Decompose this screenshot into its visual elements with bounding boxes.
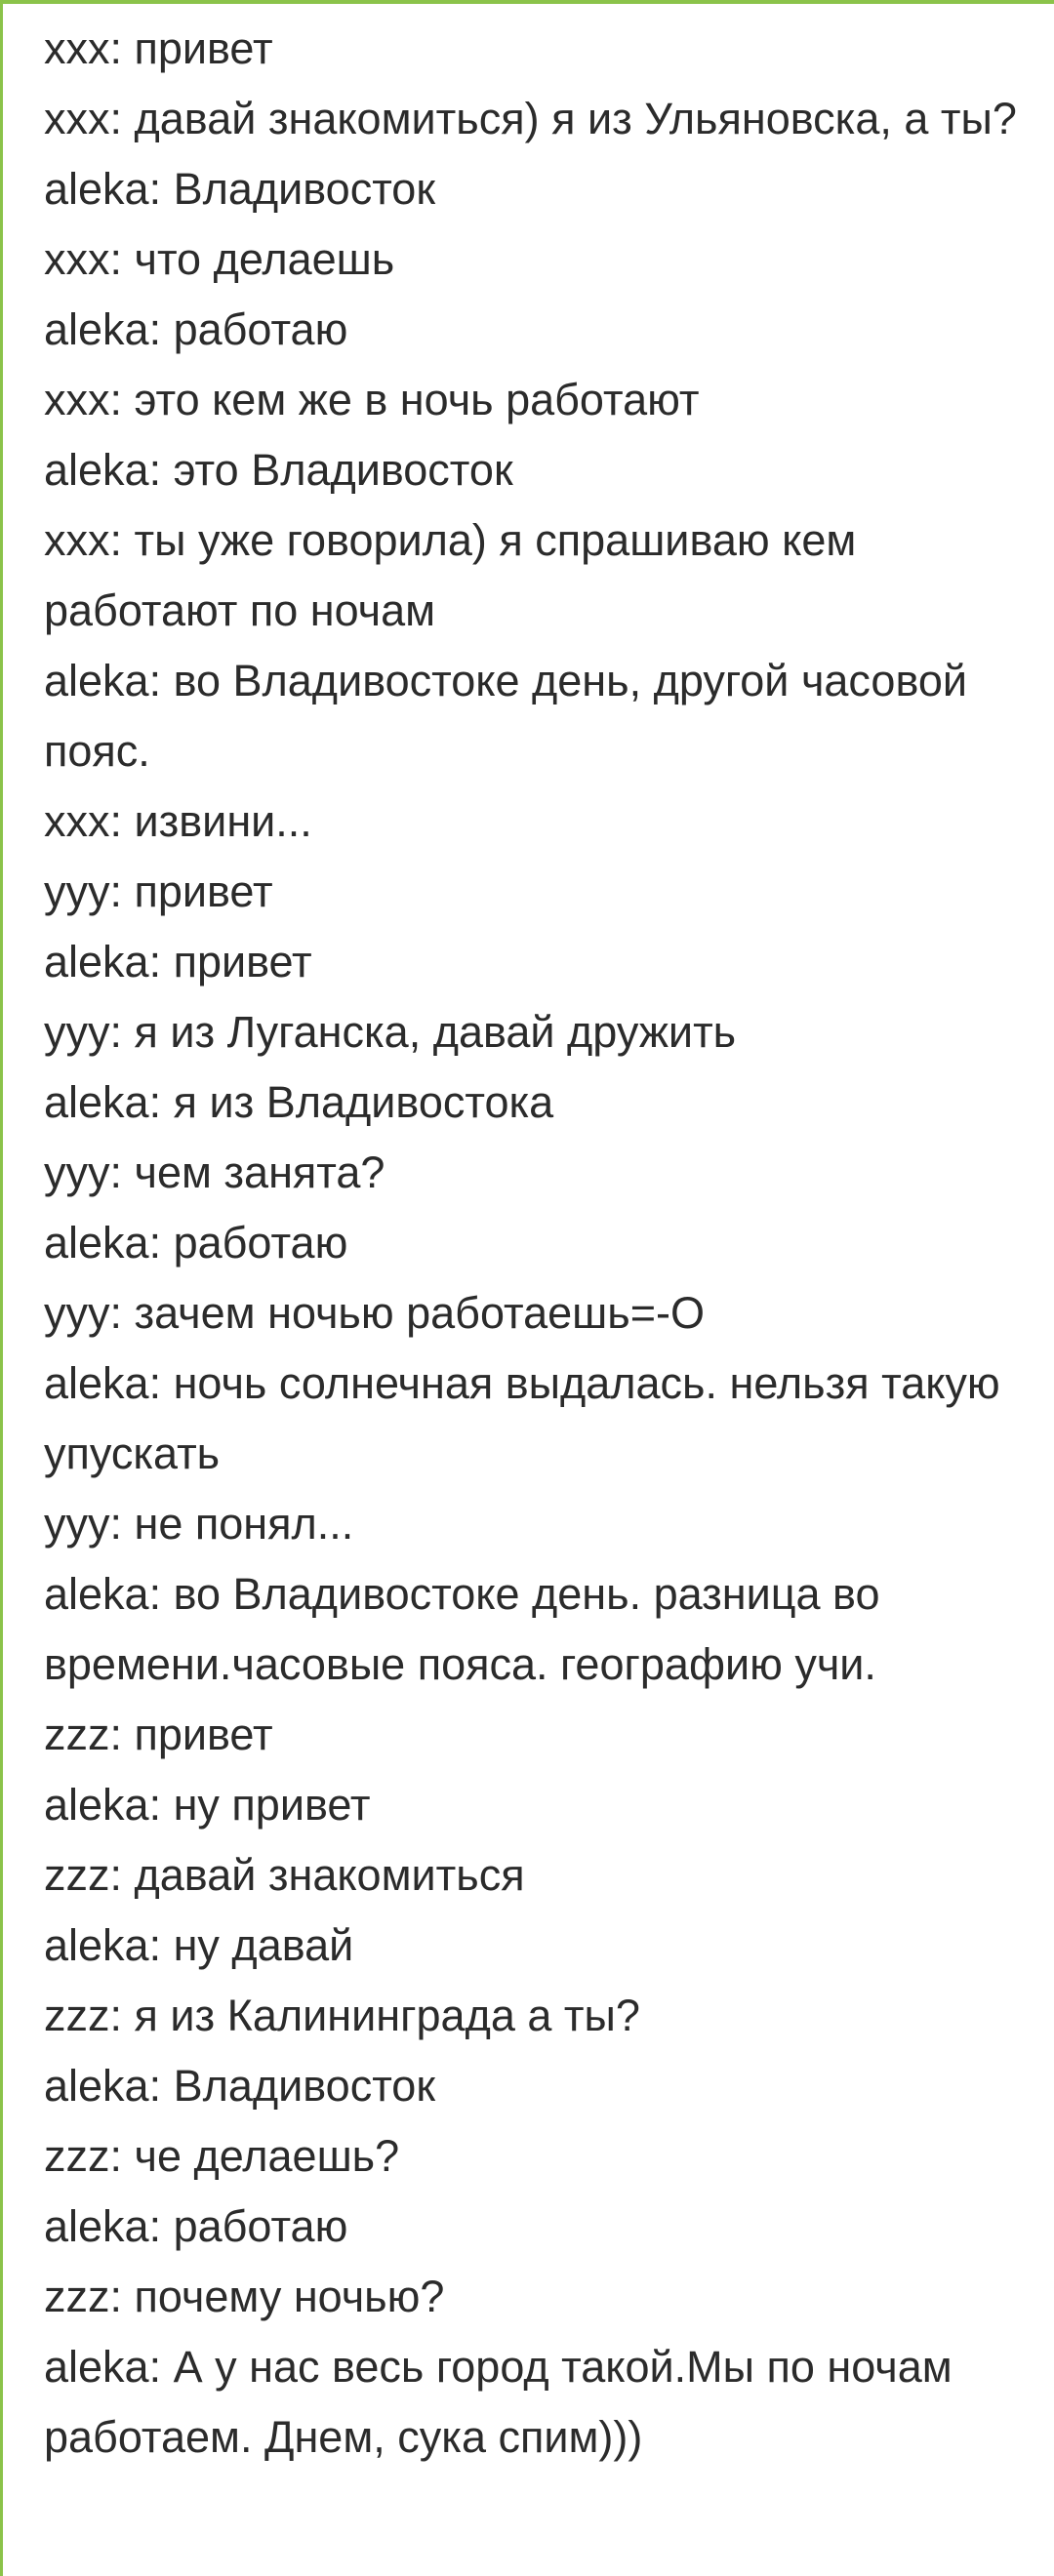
top-accent-border bbox=[0, 0, 1054, 4]
chat-line: yyy: чем занята? bbox=[44, 1147, 385, 1197]
chat-line: xxx: что делаешь bbox=[44, 234, 395, 284]
chat-line: aleka: Владивосток bbox=[44, 2061, 436, 2111]
chat-line: aleka: работаю bbox=[44, 1218, 348, 1268]
chat-line: zzz: привет bbox=[44, 1710, 273, 1759]
chat-line: aleka: ну привет bbox=[44, 1780, 371, 1830]
chat-line: aleka: ну давай bbox=[44, 1920, 354, 1970]
chat-line: aleka: во Владивостоке день, другой часовой пояс. bbox=[44, 656, 968, 776]
chat-line: aleka: я из Владивостока bbox=[44, 1077, 554, 1127]
chat-line: aleka: ночь солнечная выдалась. нельзя такую упускать bbox=[44, 1358, 1000, 1478]
chat-line: xxx: привет bbox=[44, 23, 273, 73]
chat-line: aleka: Владивосток bbox=[44, 164, 436, 214]
chat-line: zzz: я из Калининграда а ты? bbox=[44, 1991, 640, 2040]
chat-line: xxx: это кем же в ночь работают bbox=[44, 375, 700, 424]
chat-line: aleka: во Владивостоке день. разница во времени.часовые пояса. географию учи. bbox=[44, 1569, 880, 1689]
chat-line: zzz: давай знакомиться bbox=[44, 1850, 525, 1900]
chat-line: xxx: давай знакомиться) я из Ульяновска, а ты? bbox=[44, 94, 1017, 143]
chat-line: aleka: А у нас весь город такой.Мы по ночам работаем. Днем, сука спим))) bbox=[44, 2342, 953, 2462]
chat-line: aleka: работаю bbox=[44, 304, 348, 354]
chat-log bbox=[44, 14, 1030, 2473]
chat-line: zzz: че делаешь? bbox=[44, 2131, 400, 2181]
chat-line: yyy: привет bbox=[44, 866, 273, 916]
chat-line: aleka: работаю bbox=[44, 2201, 348, 2251]
chat-line: yyy: я из Луганска, давай дружить bbox=[44, 1007, 737, 1057]
chat-line: yyy: не понял... bbox=[44, 1499, 354, 1549]
chat-line: zzz: почему ночью? bbox=[44, 2272, 445, 2321]
chat-line: yyy: зачем ночью работаешь=-O bbox=[44, 1288, 705, 1338]
chat-line: xxx: ты уже говорила) я спрашиваю кем работают по ночам bbox=[44, 515, 857, 635]
chat-line: aleka: это Владивосток bbox=[44, 445, 513, 495]
left-accent-border bbox=[0, 0, 3, 2576]
chat-line: xxx: извини... bbox=[44, 796, 312, 846]
chat-line: aleka: привет bbox=[44, 937, 312, 986]
